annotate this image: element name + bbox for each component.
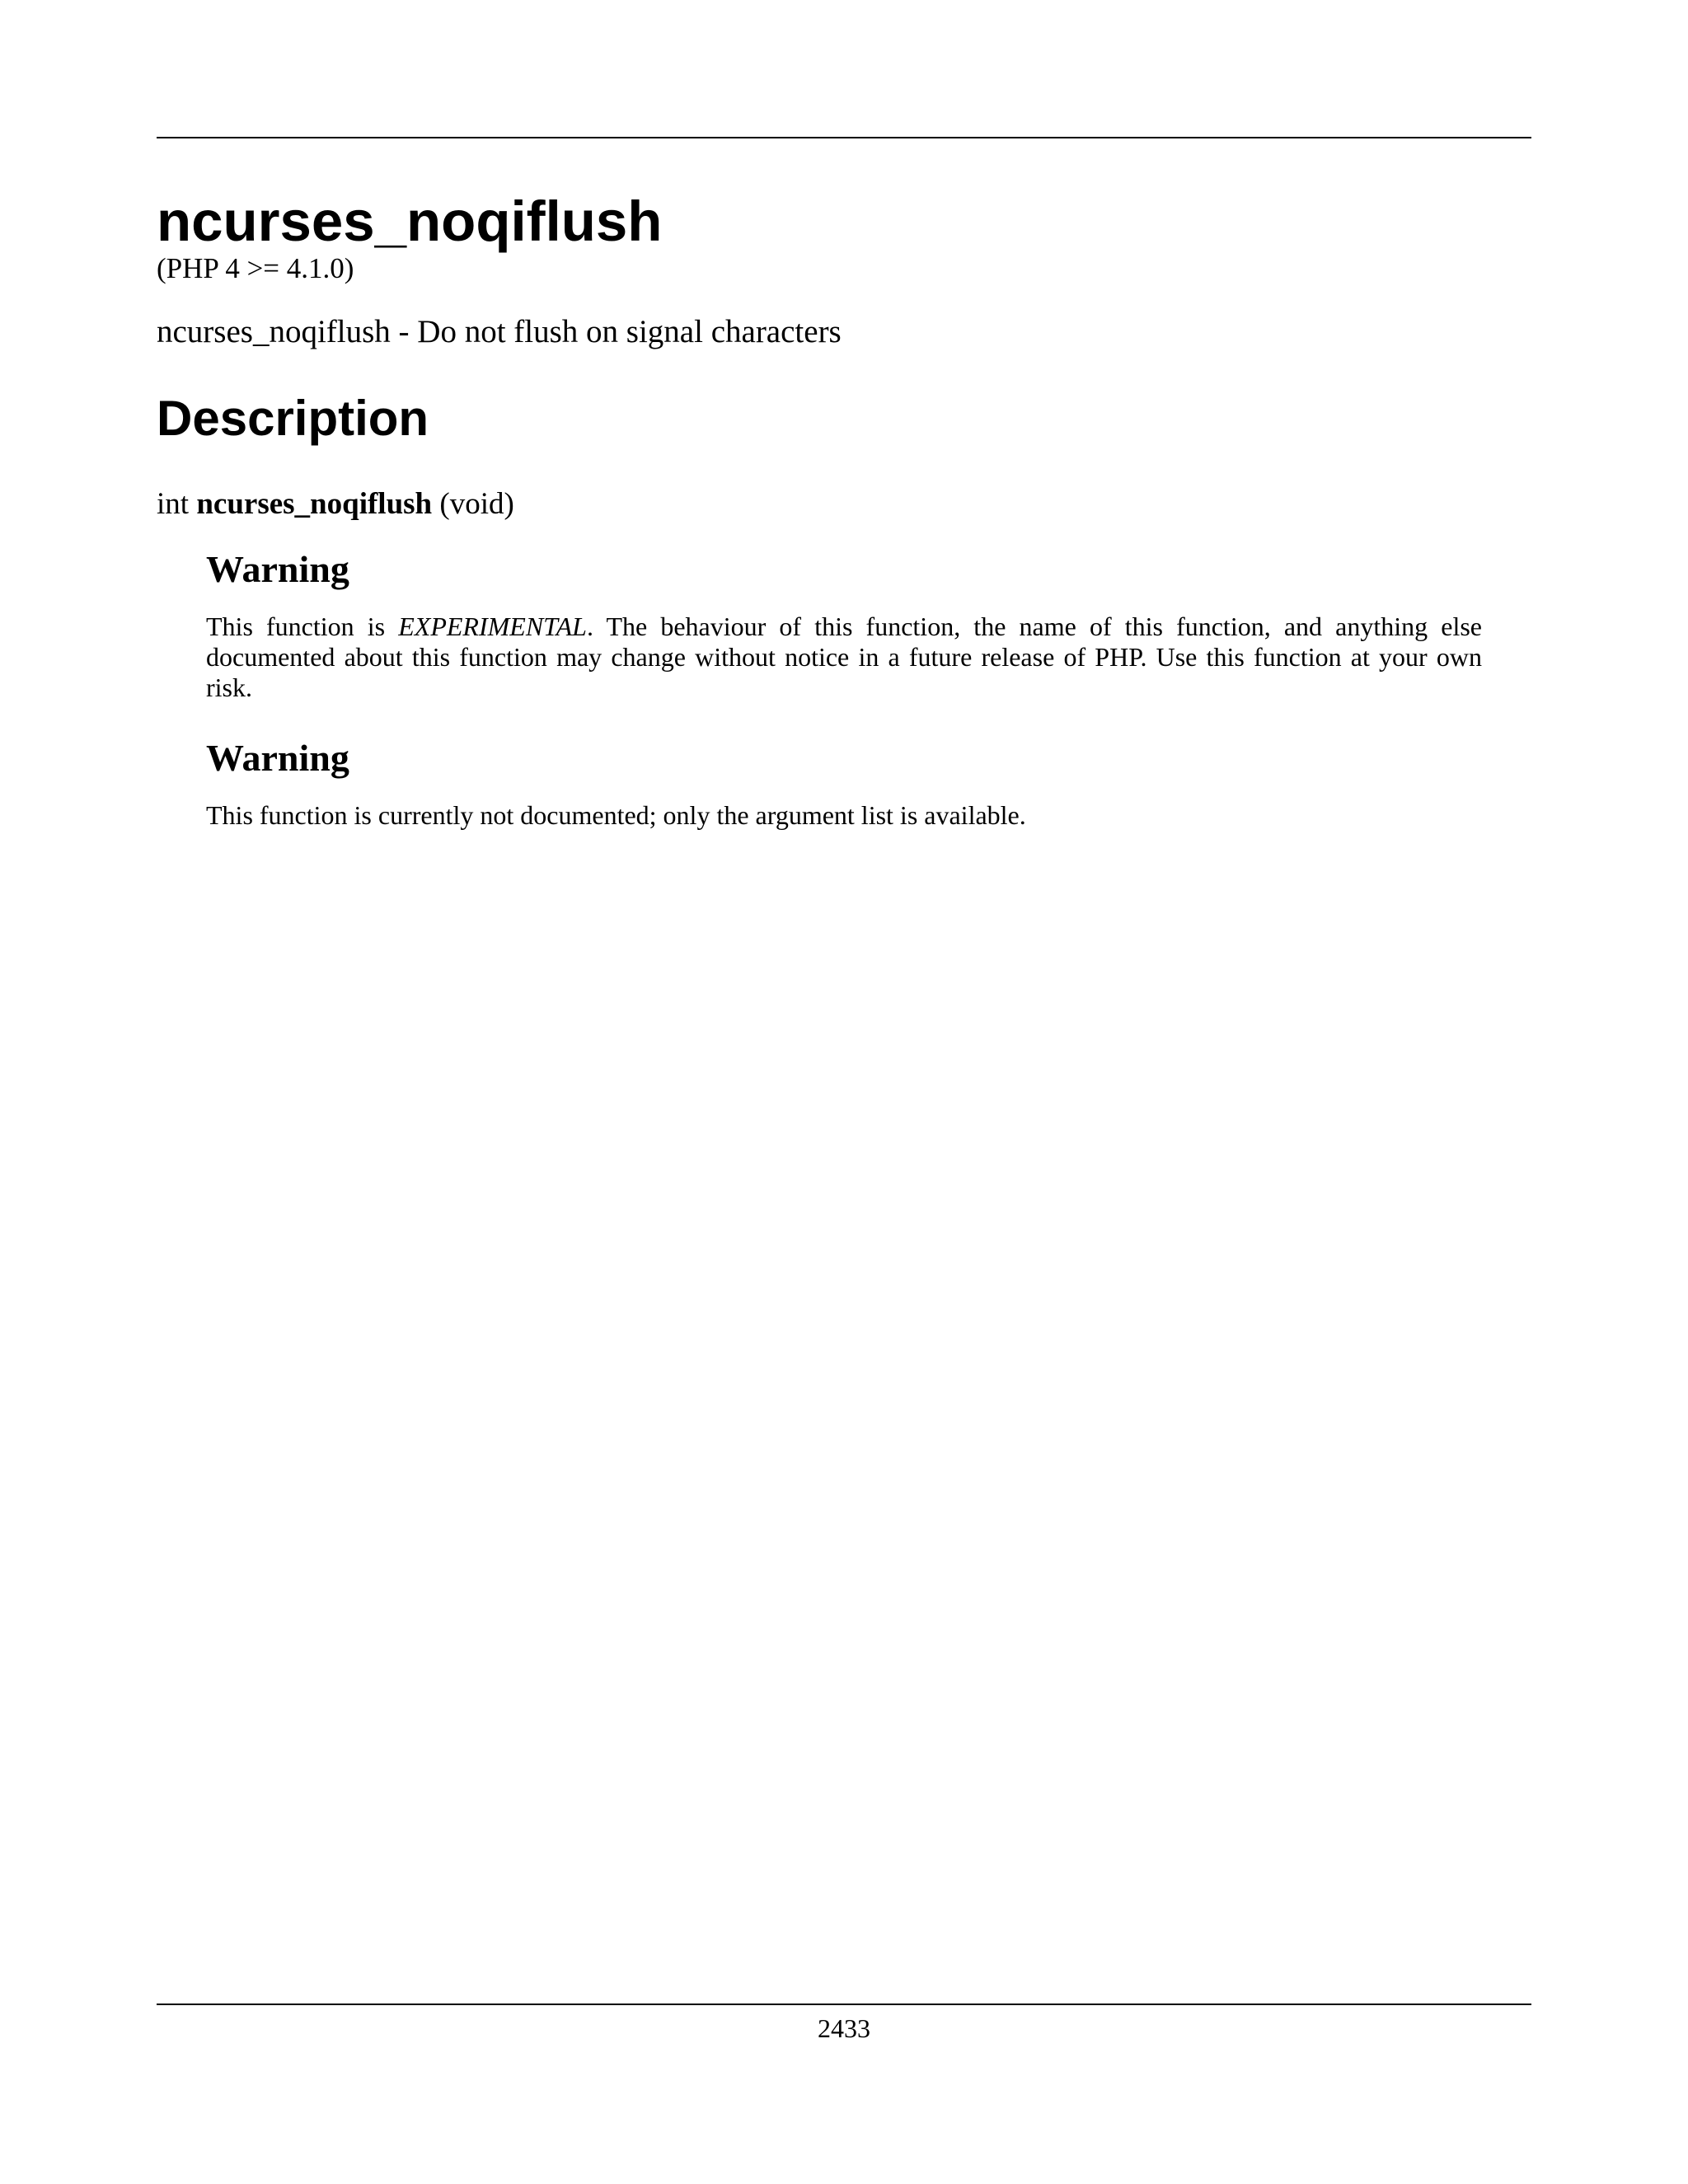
warning-text-start: This function is: [206, 612, 399, 641]
version-info: (PHP 4 >= 4.1.0): [157, 252, 354, 284]
function-synopsis: [157, 486, 1531, 523]
description-heading: Description: [157, 391, 429, 446]
function-name: ncurses_noqiflush: [196, 487, 433, 521]
experimental-emphasis: EXPERIMENTAL: [398, 612, 587, 641]
footer-rule: [157, 2004, 1531, 2005]
experimental-warning: [206, 547, 1482, 703]
undocumented-warning: [206, 736, 1482, 831]
warning-title: Warning: [206, 737, 349, 779]
warning-title: Warning: [206, 548, 349, 590]
function-purpose: ncurses_noqiflush - Do not flush on signal characters: [157, 314, 842, 349]
return-type: int: [157, 487, 190, 521]
function-params: (void): [439, 487, 514, 521]
header-rule: [157, 137, 1531, 138]
warning-text: [206, 612, 1482, 703]
warning-text: This function is currently not documented; only the argument list is available.: [206, 800, 1026, 830]
page-title: ncurses_noqiflush: [157, 190, 663, 253]
page-number: 2433: [818, 2013, 870, 2043]
page-content: [157, 188, 1531, 831]
warning-text-end: . The behaviour of this function, the name of this function, and anything else documented about this function may change without notice in a future release of PHP. Use this function at your own risk.: [206, 612, 1483, 702]
